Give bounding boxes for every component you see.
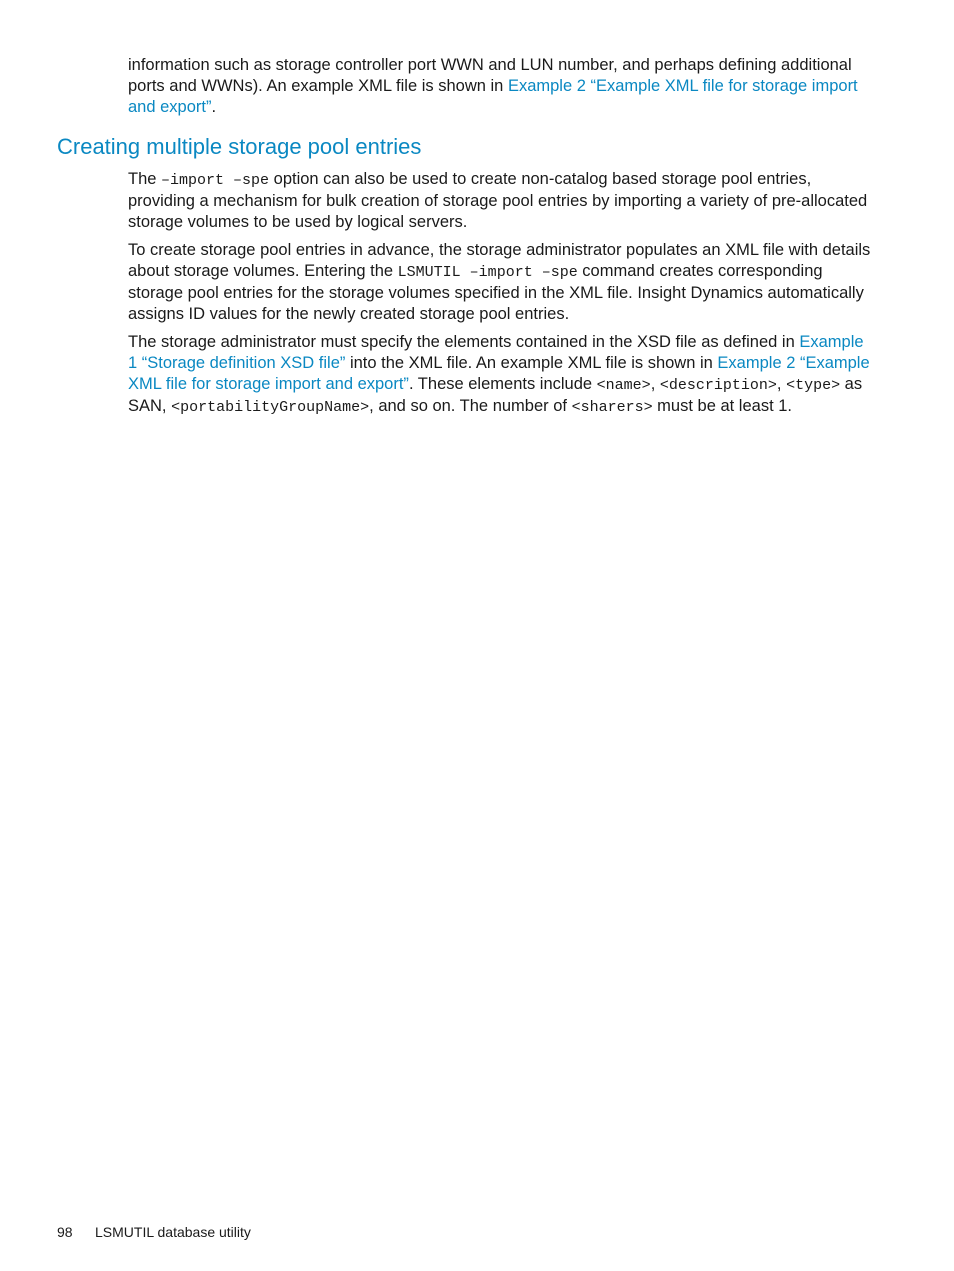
section-title: Creating multiple storage pool entries: [57, 134, 422, 159]
text: To create storage pool entries in advance, the storage administrator populates an XML file with details about storage volumes. Entering the: [128, 241, 871, 280]
paragraph-3: [128, 332, 873, 418]
example-2-link[interactable]: Example 2 “Example XML file for storage import and export”: [128, 77, 858, 116]
code-type: <type>: [786, 377, 841, 394]
intro-paragraph: [128, 55, 873, 125]
code-sharers: <sharers>: [571, 399, 653, 416]
code-description: <description>: [659, 377, 777, 394]
code-portability-group-name: <portabilityGroupName>: [171, 399, 370, 416]
text: option can also be used to create non-catalog based storage pool entries, providing a mechanism for bulk creation of storage pool entries by importing a variety of pre-allocated storage volumes to be used by logical servers.: [128, 170, 868, 231]
section-body: [128, 169, 873, 425]
text: must be at least 1.: [652, 397, 792, 415]
text: ,: [776, 375, 787, 393]
intro-text-end: .: [211, 98, 217, 116]
text: into the XML file. An example XML file is shown in: [345, 354, 718, 372]
page-footer: [57, 1222, 251, 1242]
text: ,: [650, 375, 660, 393]
code-lsmutil-command: LSMUTIL –import –spe: [397, 264, 578, 281]
example-1-link[interactable]: Example 1 “Storage definition XSD file”: [128, 333, 864, 372]
chapter-title: LSMUTIL database utility: [95, 1224, 251, 1240]
text: The: [128, 170, 162, 188]
code-name: <name>: [596, 377, 651, 394]
text: The storage administrator must specify the elements contained in the XSD file as defined in: [128, 333, 800, 351]
text: . These elements include: [408, 375, 597, 393]
code-import-spe: –import –spe: [161, 172, 270, 189]
page-number: 98: [57, 1224, 73, 1240]
text: , and so on. The number of: [369, 397, 572, 415]
paragraph-2: [128, 240, 873, 325]
text: command creates corresponding storage pool entries for the storage volumes specified in the XML file. Insight Dynamics automatically assigns ID values for the newly created storage pool entries.: [128, 262, 864, 323]
example-2-link[interactable]: Example 2 “Example XML file for storage import and export”: [128, 354, 870, 393]
intro-text: information such as storage controller port WWN and LUN number, and perhaps defining additional ports and WWNs). An example XML file is shown in: [128, 56, 852, 95]
text: as SAN,: [128, 375, 863, 415]
paragraph-1: [128, 169, 873, 233]
